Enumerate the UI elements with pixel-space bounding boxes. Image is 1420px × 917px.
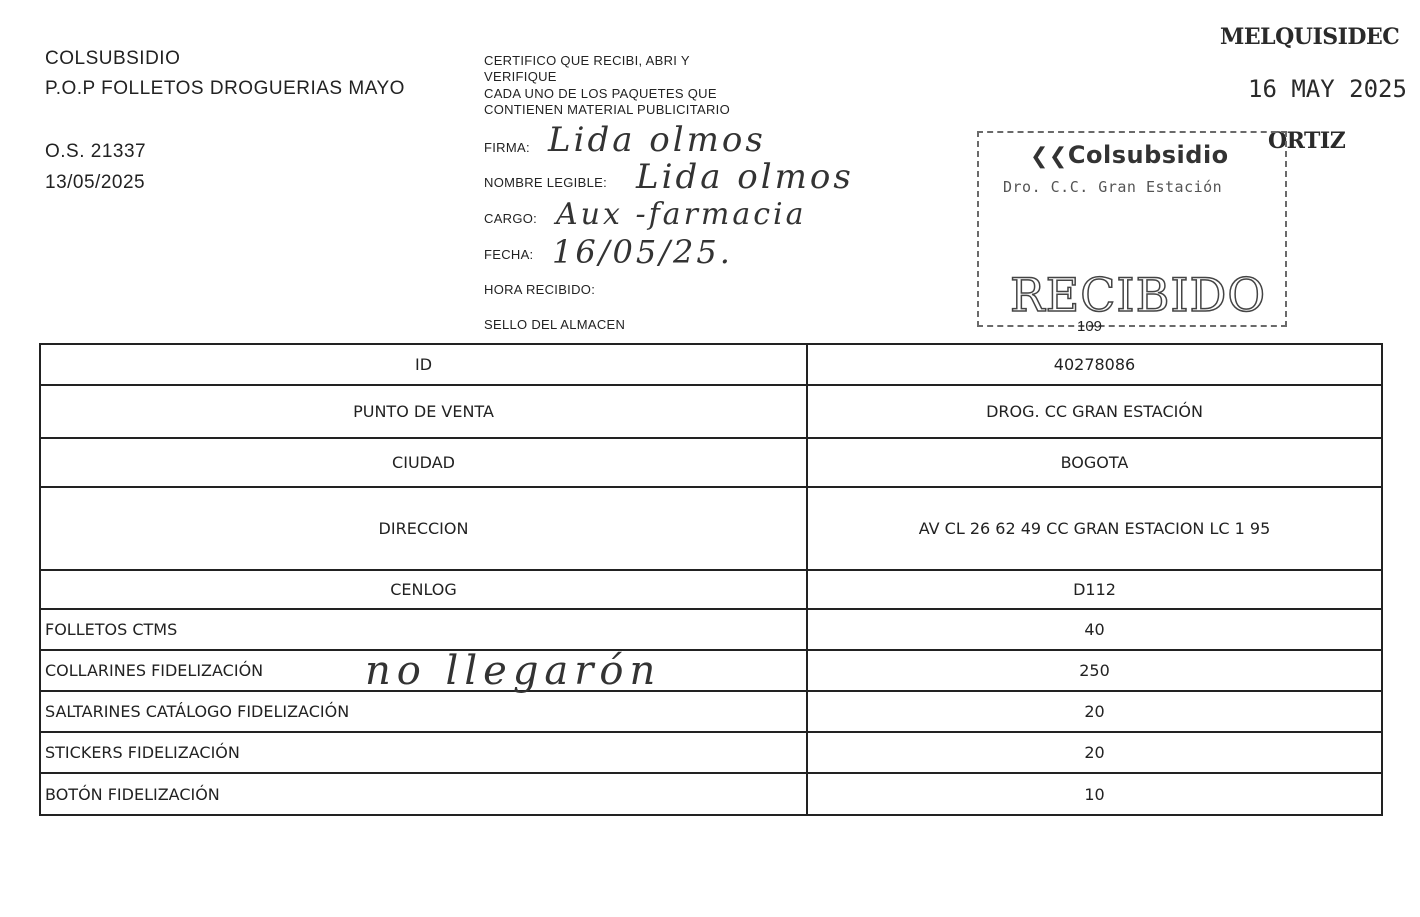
handwritten-signature: Lida olmos [548,120,766,160]
stamp-branch: Dro. C.C. Gran Estación [1003,178,1223,196]
table-row [40,732,1382,773]
item-label: BOTÓN FIDELIZACIÓN [40,773,807,815]
table-row [40,344,1382,385]
detail-value: DROG. CC GRAN ESTACIÓN [807,385,1382,438]
handwritten-cargo: Aux -farmacia [556,197,807,232]
item-label: FOLLETOS CTMS [40,609,807,650]
stamp-number: 109 [1077,318,1103,335]
certification-line: CONTIENEN MATERIAL PUBLICITARIO [484,102,730,117]
field-label-fecha: FECHA: [484,247,534,262]
item-quantity: 250 [807,650,1382,691]
item-quantity: 10 [807,773,1382,815]
handwritten-note: no llegarón [365,648,662,694]
field-label-sello: SELLO DEL ALMACEN [484,317,626,332]
detail-label: CIUDAD [40,438,807,487]
field-label-firma: FIRMA: [484,140,530,155]
field-label-cargo: CARGO: [484,211,538,226]
detail-label: DIRECCION [40,487,807,570]
order-date: 13/05/2025 [45,172,146,193]
detail-value: BOGOTA [807,438,1382,487]
table-row [40,773,1382,815]
campaign-title: P.O.P FOLLETOS DROGUERIAS MAYO [45,78,405,99]
table-row [40,385,1382,438]
table-row [40,487,1382,570]
detail-value: D112 [807,570,1382,609]
stamp-date: 16 MAY 2025 [1248,75,1407,103]
delivery-table [39,343,1383,816]
detail-label: PUNTO DE VENTA [40,385,807,438]
item-label: COLLARINES FIDELIZACIÓN [40,650,807,691]
detail-label: ID [40,344,807,385]
item-quantity: 40 [807,609,1382,650]
order-number: O.S. 21337 [45,141,147,162]
item-label: SALTARINES CATÁLOGO FIDELIZACIÓN [40,691,807,732]
field-label-nombre: NOMBRE LEGIBLE: [484,175,607,190]
stamp-name-bottom: ORTIZ [1268,128,1346,154]
table-row [40,691,1382,732]
detail-value: 40278086 [807,344,1382,385]
stamp-brand: ❮❮Colsubsidio [1030,141,1229,169]
stamp-name-top: MELQUISIDEC [1220,24,1400,50]
item-quantity: 20 [807,732,1382,773]
colsubsidio-logo-icon: ❮❮ [1030,144,1068,169]
stamp-status: RECIBIDO [1010,268,1267,322]
certification-text [484,52,730,118]
company-name: COLSUBSIDIO [45,48,181,69]
handwritten-name: Lida olmos [636,157,854,197]
certification-line: CERTIFICO QUE RECIBI, ABRI Y [484,53,690,68]
certification-line: VERIFIQUE [484,69,557,84]
detail-value: AV CL 26 62 49 CC GRAN ESTACION LC 1 95 [807,487,1382,570]
table-row [40,609,1382,650]
detail-label: CENLOG [40,570,807,609]
field-label-hora: HORA RECIBIDO: [484,282,596,297]
table-row [40,438,1382,487]
item-quantity: 20 [807,691,1382,732]
table-row [40,650,1382,691]
item-label: STICKERS FIDELIZACIÓN [40,732,807,773]
table-row [40,570,1382,609]
certification-line: CADA UNO DE LOS PAQUETES QUE [484,86,717,101]
handwritten-date: 16/05/25. [552,233,733,271]
